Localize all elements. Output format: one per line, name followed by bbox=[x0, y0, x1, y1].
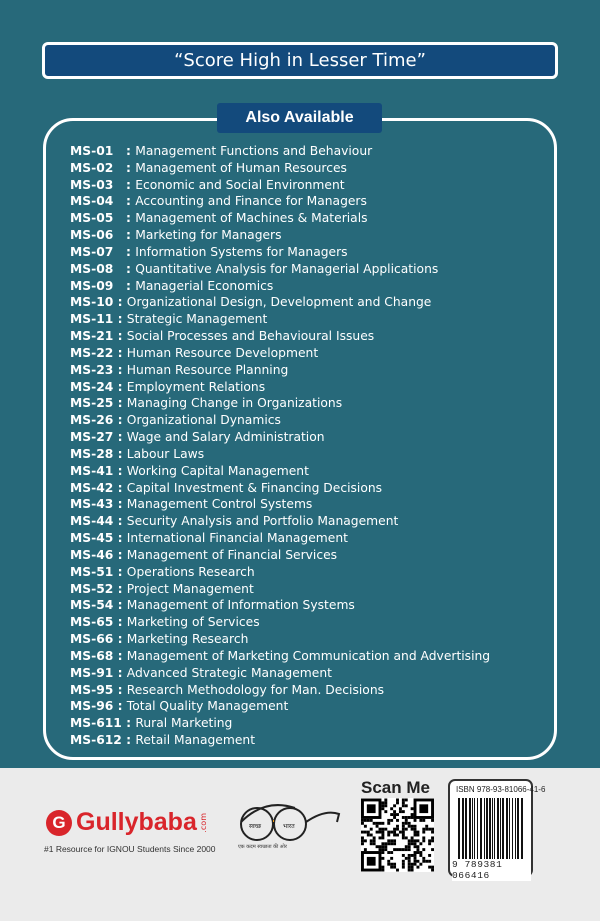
list-item bbox=[70, 480, 490, 497]
list-item bbox=[70, 463, 490, 480]
separator: : bbox=[126, 278, 136, 293]
footer bbox=[0, 768, 600, 921]
list-item bbox=[70, 732, 490, 749]
course-title-text: Accounting and Finance for Managers bbox=[135, 194, 367, 209]
list-item bbox=[70, 698, 490, 715]
course-code: MS-05 bbox=[70, 211, 114, 226]
course-code: MS-65 bbox=[70, 615, 114, 630]
separator: : bbox=[121, 732, 136, 747]
course-title-text: Wage and Salary Administration bbox=[126, 430, 325, 445]
swachh-text: स्वच्छ bbox=[249, 823, 262, 830]
isbn-label: ISBN 978-93-81066-41-6 bbox=[456, 785, 546, 794]
course-code: MS-06 bbox=[70, 228, 114, 243]
course-code: MS-42 bbox=[70, 480, 114, 495]
list-item bbox=[70, 362, 490, 379]
list-item bbox=[70, 665, 490, 682]
list-item bbox=[70, 496, 490, 513]
list-item bbox=[70, 193, 490, 210]
course-title-text: Social Processes and Behavioural Issues bbox=[126, 329, 375, 344]
list-item bbox=[70, 278, 490, 295]
list-item bbox=[70, 210, 490, 227]
separator: : bbox=[113, 648, 127, 663]
list-item bbox=[70, 345, 490, 362]
separator: : bbox=[126, 228, 136, 243]
separator: : bbox=[113, 312, 127, 327]
course-code: MS-07 bbox=[70, 244, 114, 259]
course-title-text: Management of Financial Services bbox=[126, 547, 338, 562]
list-item bbox=[70, 244, 490, 261]
list-item bbox=[70, 294, 490, 311]
separator: : bbox=[113, 497, 127, 512]
separator: : bbox=[113, 699, 127, 714]
also-available-heading: Also Available bbox=[217, 103, 382, 133]
course-code: MS-02 bbox=[70, 160, 114, 175]
separator: : bbox=[126, 160, 136, 175]
list-item bbox=[70, 682, 490, 699]
course-code: MS-66 bbox=[70, 632, 114, 647]
course-code: MS-01 bbox=[70, 144, 114, 158]
separator: : bbox=[113, 564, 127, 579]
separator: : bbox=[113, 615, 127, 630]
title-list bbox=[70, 143, 490, 749]
course-title-text: Operations Research bbox=[126, 564, 255, 579]
list-item bbox=[70, 564, 490, 581]
list-item bbox=[70, 631, 490, 648]
separator: : bbox=[113, 598, 127, 613]
list-item bbox=[70, 328, 490, 345]
course-title-text: Organizational Dynamics bbox=[126, 413, 281, 428]
course-title-text: Total Quality Management bbox=[126, 699, 289, 714]
course-title-text: Advanced Strategic Management bbox=[126, 665, 332, 680]
course-title-text: Human Resource Planning bbox=[126, 362, 289, 377]
barcode-icon bbox=[458, 798, 526, 864]
separator: : bbox=[113, 446, 127, 461]
list-item bbox=[70, 614, 490, 631]
course-title-text: Marketing of Services bbox=[126, 615, 260, 630]
course-title-text: Management of Machines & Materials bbox=[135, 211, 368, 226]
course-code: MS-95 bbox=[70, 682, 114, 697]
course-title-text: Project Management bbox=[126, 581, 254, 596]
course-code: MS-27 bbox=[70, 430, 114, 445]
course-code: MS-44 bbox=[70, 514, 114, 529]
list-item bbox=[70, 547, 490, 564]
course-code: MS-51 bbox=[70, 564, 114, 579]
course-title-text: Security Analysis and Portfolio Management bbox=[126, 514, 399, 529]
course-code: MS-04 bbox=[70, 194, 114, 209]
list-item bbox=[70, 648, 490, 665]
separator: : bbox=[126, 177, 136, 192]
course-code: MS-611 bbox=[70, 716, 122, 731]
list-item bbox=[70, 597, 490, 614]
barcode-number: 9 789381 066416 bbox=[452, 859, 531, 881]
qr-code[interactable] bbox=[361, 798, 434, 872]
course-code: MS-26 bbox=[70, 413, 114, 428]
course-code: MS-28 bbox=[70, 446, 114, 461]
separator: : bbox=[113, 581, 127, 596]
separator: : bbox=[113, 295, 127, 310]
course-title-text: Quantitative Analysis for Managerial Applications bbox=[135, 261, 439, 276]
course-title-text: Rural Marketing bbox=[135, 716, 233, 731]
separator: : bbox=[113, 413, 127, 428]
separator: : bbox=[113, 632, 127, 647]
course-title-text: Retail Management bbox=[135, 732, 256, 747]
swachh-tagline: एक कदम स्वच्छता की ओर bbox=[238, 844, 287, 850]
separator: : bbox=[113, 430, 127, 445]
course-title-text: Strategic Management bbox=[126, 312, 268, 327]
course-code: MS-10 bbox=[70, 295, 114, 310]
separator: : bbox=[113, 329, 127, 344]
course-title-text: International Financial Management bbox=[126, 531, 348, 546]
course-code: MS-52 bbox=[70, 581, 114, 596]
course-title-text: Human Resource Development bbox=[126, 345, 319, 360]
separator: : bbox=[113, 665, 127, 680]
course-code: MS-612 bbox=[70, 732, 122, 747]
course-title-text: Management Control Systems bbox=[126, 497, 313, 512]
separator: : bbox=[113, 396, 127, 411]
list-item bbox=[70, 395, 490, 412]
list-item bbox=[70, 177, 490, 194]
list-item bbox=[70, 581, 490, 598]
list-item bbox=[70, 160, 490, 177]
separator: : bbox=[113, 514, 127, 529]
separator: : bbox=[126, 144, 136, 158]
scan-me-label: Scan Me bbox=[361, 778, 430, 797]
course-code: MS-08 bbox=[70, 261, 114, 276]
course-title-text: Management Functions and Behaviour bbox=[135, 144, 373, 158]
separator: : bbox=[126, 211, 136, 226]
list-item bbox=[70, 311, 490, 328]
list-item bbox=[70, 379, 490, 396]
course-title-text: Organizational Design, Development and Change bbox=[126, 295, 432, 310]
isbn-barcode bbox=[448, 779, 546, 881]
bharat-text: भारत bbox=[283, 823, 295, 830]
separator: : bbox=[113, 362, 127, 377]
course-code: MS-22 bbox=[70, 345, 114, 360]
course-code: MS-23 bbox=[70, 362, 114, 377]
swachh-bharat-glasses-icon bbox=[235, 804, 345, 846]
course-title-text: Management of Information Systems bbox=[126, 598, 355, 613]
list-item bbox=[70, 143, 490, 160]
course-title-text: Labour Laws bbox=[126, 446, 205, 461]
course-code: MS-43 bbox=[70, 497, 114, 512]
list-item bbox=[70, 429, 490, 446]
list-item bbox=[70, 261, 490, 278]
course-title-text: Management of Marketing Communication and Advertising bbox=[126, 648, 491, 663]
separator: : bbox=[126, 244, 136, 259]
separator: : bbox=[113, 463, 127, 478]
course-title-text: Marketing Research bbox=[126, 632, 249, 647]
course-code: MS-11 bbox=[70, 312, 114, 327]
course-title-text: Working Capital Management bbox=[126, 463, 309, 478]
course-title-text: Capital Investment & Financing Decisions bbox=[126, 480, 383, 495]
course-title-text: Employment Relations bbox=[126, 379, 266, 394]
list-item bbox=[70, 715, 490, 732]
course-title-text: Information Systems for Managers bbox=[135, 244, 348, 259]
separator: : bbox=[113, 379, 127, 394]
brand-suffix: .com bbox=[198, 812, 208, 833]
separator: : bbox=[121, 716, 136, 731]
course-title-text: Managerial Economics bbox=[135, 278, 274, 293]
course-code: MS-41 bbox=[70, 463, 114, 478]
list-item bbox=[70, 227, 490, 244]
course-title-text: Managing Change in Organizations bbox=[126, 396, 343, 411]
separator: : bbox=[113, 531, 127, 546]
list-item bbox=[70, 513, 490, 530]
separator: : bbox=[126, 261, 136, 276]
separator: : bbox=[113, 480, 127, 495]
course-code: MS-21 bbox=[70, 329, 114, 344]
course-code: MS-54 bbox=[70, 598, 114, 613]
list-item bbox=[70, 412, 490, 429]
separator: : bbox=[126, 194, 136, 209]
course-title-text: Marketing for Managers bbox=[135, 228, 282, 243]
brand-name: Gullybaba bbox=[76, 808, 197, 836]
course-code: MS-46 bbox=[70, 547, 114, 562]
separator: : bbox=[113, 345, 127, 360]
course-code: MS-03 bbox=[70, 177, 114, 192]
separator: : bbox=[113, 547, 127, 562]
course-code: MS-96 bbox=[70, 699, 114, 714]
course-title-text: Management of Human Resources bbox=[135, 160, 347, 175]
course-code: MS-25 bbox=[70, 396, 114, 411]
separator: : bbox=[113, 682, 127, 697]
course-code: MS-91 bbox=[70, 665, 114, 680]
slogan: #1 Resource for IGNOU Students Since 2000 bbox=[44, 844, 216, 854]
g-logo-icon: G bbox=[46, 810, 72, 836]
gullybaba-logo bbox=[46, 808, 208, 837]
course-code: MS-24 bbox=[70, 379, 114, 394]
list-item bbox=[70, 446, 490, 463]
course-code: MS-68 bbox=[70, 648, 114, 663]
course-title-text: Economic and Social Environment bbox=[135, 177, 345, 192]
course-title-text: Research Methodology for Man. Decisions bbox=[126, 682, 385, 697]
list-item bbox=[70, 530, 490, 547]
course-code: MS-45 bbox=[70, 531, 114, 546]
tagline-banner: “Score High in Lesser Time” bbox=[42, 42, 558, 79]
course-code: MS-09 bbox=[70, 278, 114, 293]
